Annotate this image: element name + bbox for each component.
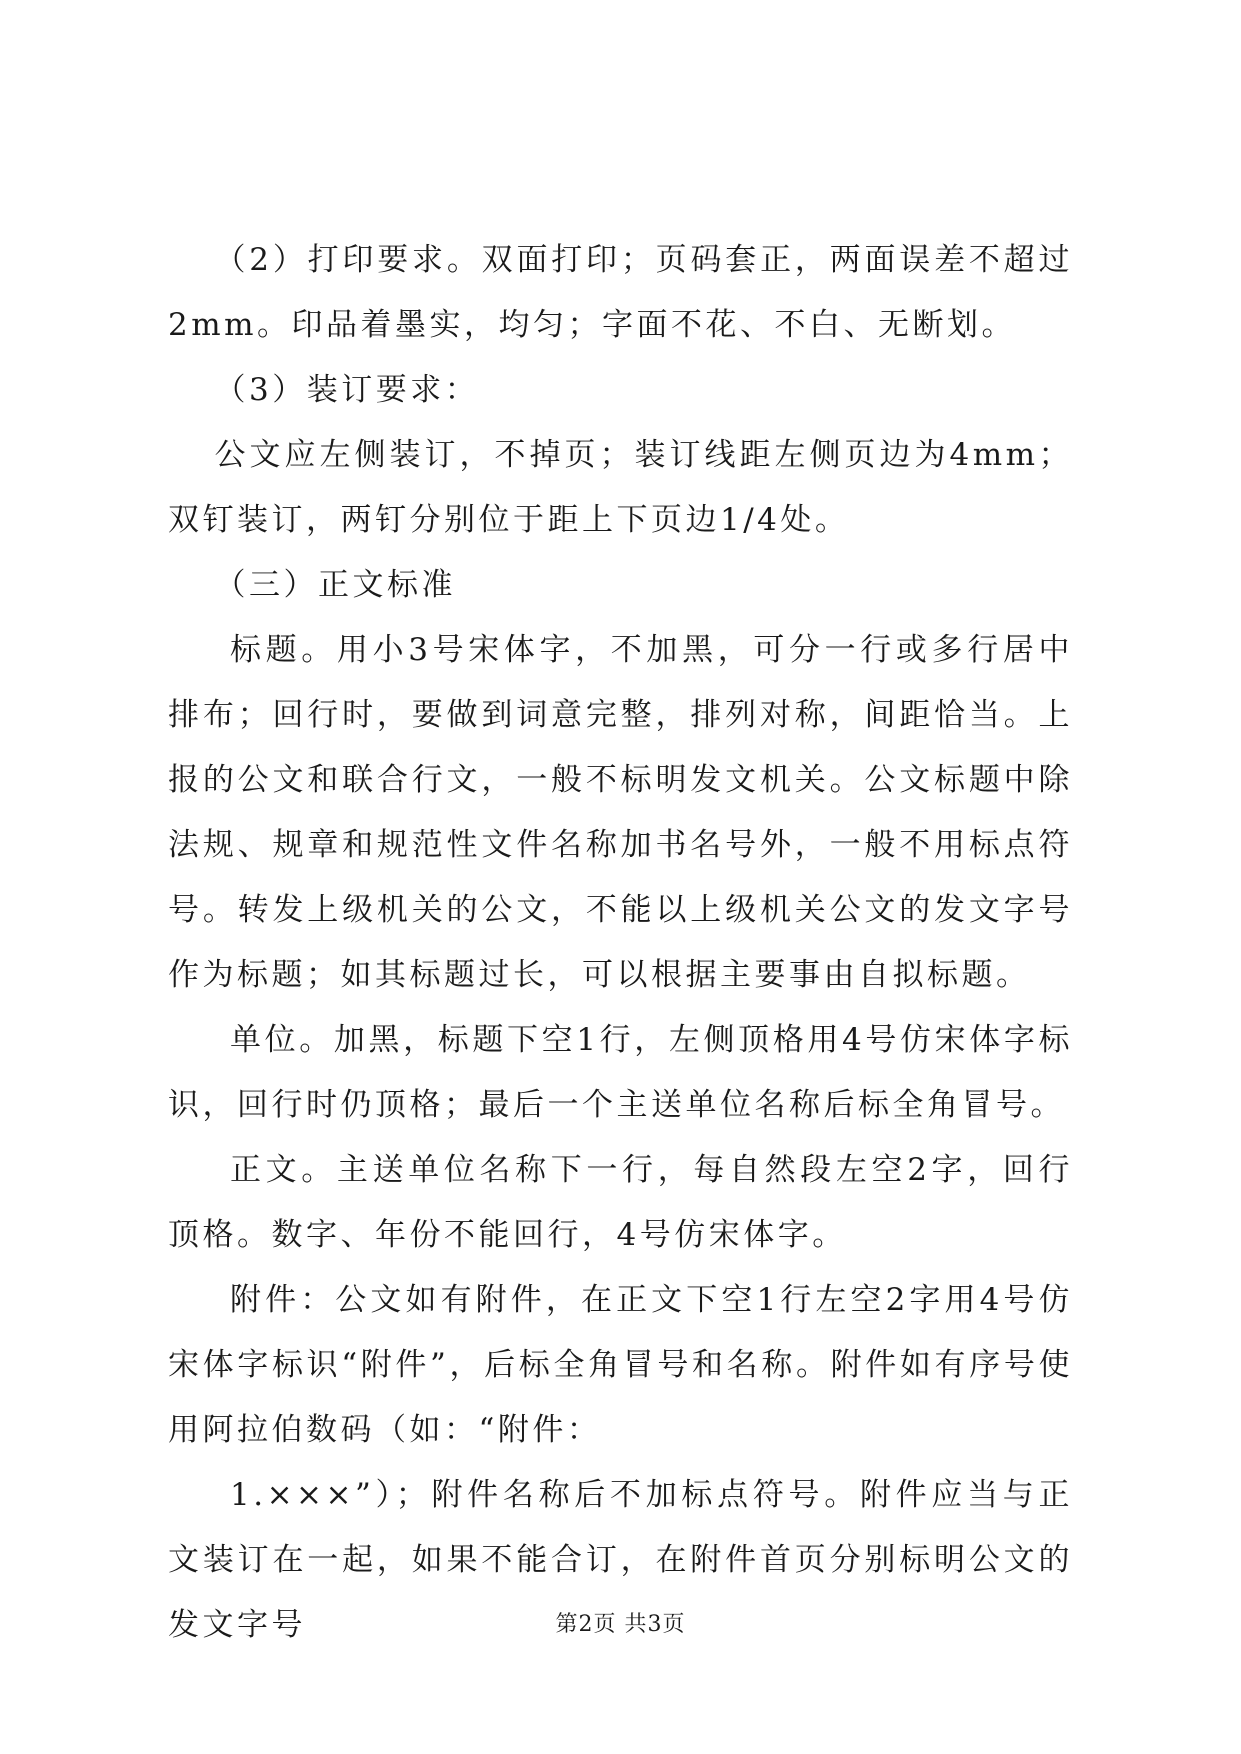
paragraph-title-rules: 标题。用小3号宋体字，不加黑，可分一行或多行居中排布；回行时，要做到词意完整，排列对称，间距恰当。上报的公文和联合行文，一般不标明发文机关。公文标题中除法规、规章和规范性文件名称加书名号外，一般不用标点符号。转发上级机关的公文，不能以上级机关公文的发文字号作为标题；如其标题过长，可以根据主要事由自拟标题。 bbox=[168, 632, 1073, 993]
section-heading-body-standard: （三）正文标准 bbox=[214, 567, 456, 603]
paragraph-body-rules: 正文。主送单位名称下一行，每自然段左空2字，回行顶格。数字、年份不能回行，4号仿宋体字。 bbox=[168, 1152, 1073, 1253]
paragraph-attachment-rules: 附件：公文如有附件，在正文下空1行左空2字用4号仿宋体字标识“附件”，后标全角冒号和名称。附件如有序号使用阿拉伯数码（如：“附件： bbox=[168, 1282, 1073, 1448]
paragraph-binding-heading: （3）装订要求： bbox=[214, 372, 480, 408]
document-body bbox=[168, 228, 1073, 1658]
paragraph-recipient-rules: 单位。加黑，标题下空1行，左侧顶格用4号仿宋体字标识，回行时仍顶格；最后一个主送单位名称后标全角冒号。 bbox=[168, 1022, 1073, 1123]
paragraph-binding-details: 公文应左侧装订，不掉页；装订线距左侧页边为4mm；双钉装订，两钉分别位于距上下页边1/4处。 bbox=[168, 437, 1073, 538]
paragraph-attachment-continued: 1.×××”）；附件名称后不加标点符号。附件应当与正文装订在一起，如果不能合订，在附件首页分别标明公文的发文字号 bbox=[168, 1477, 1073, 1643]
paragraph-print-requirements: （2）打印要求。双面打印；页码套正，两面误差不超过2mm。印品着墨实，均匀；字面不花、不白、无断划。 bbox=[168, 242, 1073, 343]
page-number-footer: 第2页 共3页 bbox=[555, 1612, 686, 1637]
